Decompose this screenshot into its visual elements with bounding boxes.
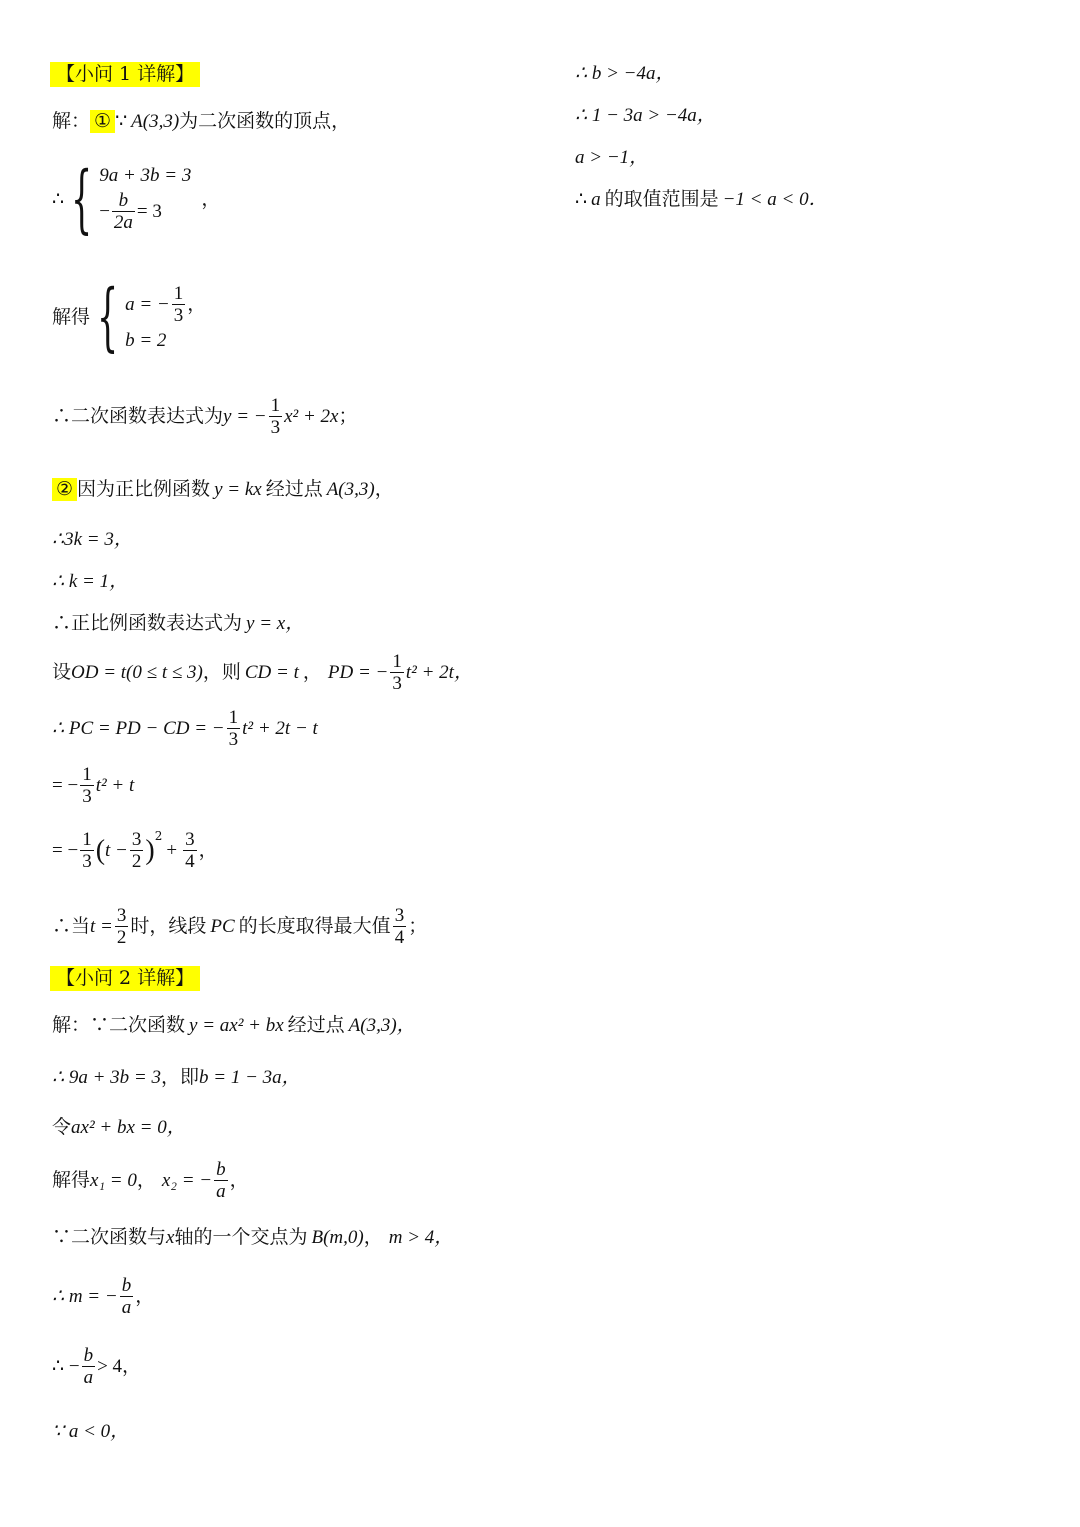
prop-expression: y = x，: [246, 613, 305, 634]
line-q2-ineq: [52, 1346, 141, 1387]
right-line-1: ∴ b > −4a，: [575, 63, 675, 84]
set-pd: PD = −: [327, 662, 389, 683]
q2-function: y = ax² + bx: [189, 1015, 284, 1036]
pc3-plus: +: [166, 840, 178, 861]
fraction-denominator: 2a: [113, 212, 133, 233]
fraction-denominator: a: [216, 1181, 226, 1202]
q2-ineq-rest: > 4，: [97, 1356, 142, 1377]
max-prefix: ∴当: [52, 915, 91, 937]
fraction-denominator: a: [83, 1367, 94, 1388]
solve-label: 解得: [52, 305, 91, 328]
fraction-numerator: 3: [116, 905, 127, 926]
q2-text: 解：∵二次函数: [52, 1014, 186, 1036]
fraction-numerator: b: [216, 1159, 226, 1180]
quad-expression-rest: x² + 2x: [284, 406, 339, 427]
fraction-denominator: 2: [131, 851, 142, 872]
prop-expression-text: ∴正比例函数表达式为: [52, 612, 243, 634]
heading-part-1: [50, 62, 200, 87]
vertex-text: 为二次函数的顶点，: [179, 110, 351, 132]
right-line-4-range: −1 < a < 0．: [722, 189, 828, 210]
system-1-minus: −: [99, 201, 110, 222]
left-brace-icon: {: [71, 156, 93, 242]
line-q2-ling: [52, 1118, 186, 1137]
right-line-4-a: a: [591, 189, 601, 210]
system-2-equation-2: b = 2: [125, 330, 167, 351]
q2-intersect-text: ∵二次函数与: [52, 1226, 167, 1248]
system-2: 解得 { a = − $\frac{1}{3}$ ， b = 2: [52, 274, 207, 360]
left-brace-icon: {: [96, 274, 119, 360]
fraction-numerator: 1: [228, 707, 239, 728]
pc3-prefix: = −: [52, 840, 79, 861]
proportional-text-2: 经过点: [265, 478, 323, 500]
proportional-point: A(3,3): [326, 479, 375, 500]
line-vertex: 解： ① ∵ A(3,3) 为二次函数的顶点，: [52, 110, 351, 132]
fraction-denominator: 3: [228, 729, 239, 750]
right-line-4-prefix: ∴: [575, 188, 588, 210]
line-set-od: 设 OD = t(0 ≤ t ≤ 3) ，则 CD = t ， PD = − $\frac{1}{3}$ t² + 2t，: [52, 651, 473, 694]
q2-equation: ∴ 9a + 3b = 3: [52, 1067, 161, 1088]
line-prop-expression: [52, 614, 304, 633]
right-line-4-text: 的取值范围是: [604, 188, 719, 210]
fraction-denominator: 4: [185, 851, 195, 872]
fraction-numerator: 1: [82, 829, 92, 850]
system-1: ∴ { 9a + 3b = 3 − $\frac{b}{2a}$ = 3 ，: [52, 156, 221, 242]
set-then: ，则: [202, 661, 241, 683]
fraction-denominator: 3: [270, 417, 281, 438]
line-quad-expression: [52, 396, 358, 437]
line-k: ∴ k = 1，: [52, 571, 129, 592]
q2-text-2: 经过点: [287, 1014, 345, 1036]
pc-line: ∴ PC = PD − CD = −: [52, 718, 225, 739]
system-1-equation-1: 9a + 3b = 3: [99, 165, 192, 186]
set-label: 设: [52, 661, 72, 683]
q2-equation-b: b = 1 − 3a，: [199, 1067, 301, 1088]
heading-1-label: 【小问 1 详解】: [50, 62, 200, 87]
system-2-lhs: a = −: [125, 294, 170, 315]
line-max: [52, 906, 427, 947]
fraction-numerator: b: [118, 190, 129, 211]
fraction-numerator: 1: [82, 764, 92, 785]
fraction-numerator: 3: [185, 829, 195, 850]
line-q2-intersect: ∵二次函数与 x 轴的一个交点为 B(m,0) ， m > 4，: [52, 1226, 454, 1248]
line-pc: [52, 708, 318, 749]
proportional-function: y = kx: [214, 479, 262, 500]
fraction-numerator: 1: [392, 651, 402, 672]
pc-rest: t² + 2t − t: [242, 718, 318, 739]
fraction-numerator: 1: [173, 283, 184, 304]
solution-label: 解：: [52, 110, 91, 132]
q2-intersect-x: x: [166, 1227, 175, 1248]
pc3-inner: t −: [105, 840, 128, 861]
fraction-numerator: 1: [270, 395, 281, 416]
line-q2-eq1: [52, 1068, 301, 1087]
proportional-text: 因为正比例函数: [77, 478, 211, 500]
max-text-2: 的长度取得最大值: [238, 915, 391, 937]
fraction-denominator: 4: [394, 927, 405, 948]
q2-m: ∴ m = −: [52, 1286, 118, 1307]
fraction-denominator: 3: [82, 786, 92, 807]
fraction-denominator: a: [121, 1297, 132, 1318]
max-pc: PC: [210, 916, 235, 937]
q2-let-label: 令: [52, 1116, 72, 1138]
fraction-numerator: 3: [131, 829, 142, 850]
line-q2-sol: 解得 x₁ = 0 ， x₂ = − $\frac{b}{a}$ ，: [52, 1159, 249, 1202]
q2-ineq-prefix: ∴ −: [52, 1356, 80, 1377]
vertex-point: A(3,3): [131, 111, 180, 132]
quad-expression-y: y = −: [223, 406, 267, 427]
fraction-numerator: b: [121, 1275, 132, 1296]
heading-part-2: [50, 966, 200, 991]
fraction-numerator: 3: [394, 905, 405, 926]
right-line-2: ∴ 1 − 3a > −4a，: [575, 105, 716, 126]
line-q2-m: ∴ m = − $\frac{b}{a}$ ，: [52, 1275, 155, 1318]
fraction-numerator: b: [83, 1345, 94, 1366]
line-3k: ∴3k = 3，: [52, 529, 133, 550]
fraction-denominator: 2: [116, 927, 127, 948]
circle-one-marker: ①: [90, 110, 115, 133]
pc2-rest: t² + t: [95, 775, 135, 796]
quad-expression-prefix: ∴二次函数表达式为: [52, 405, 224, 427]
q2-let-equation: ax² + bx = 0，: [71, 1117, 186, 1138]
set-od: OD = t(0 ≤ t ≤ 3): [71, 662, 203, 683]
right-line-3: a > −1，: [575, 147, 649, 168]
semicolon: ；: [408, 915, 428, 937]
circle-two-marker: ②: [52, 478, 77, 501]
set-cd: CD = t: [244, 662, 299, 683]
line-pc-2: [52, 765, 134, 806]
line-q2-func: [52, 1016, 416, 1035]
q2-x1: x₁ = 0: [90, 1170, 137, 1191]
semicolon: ；: [338, 405, 358, 427]
line-proportional: ② 因为正比例函数 y = kx 经过点 A(3,3) ，: [52, 478, 394, 501]
fraction-denominator: 3: [82, 851, 92, 872]
pc2-prefix: = −: [52, 775, 79, 796]
max-t: t =: [90, 916, 113, 937]
line-pc-3: = − $\frac{1}{3}$ ( t − $\frac{3}{2}$ ) $^2$ + $\frac{3}{4}$ ，: [52, 829, 218, 872]
q2-intersect-m: m > 4，: [388, 1227, 454, 1248]
q2-solve-label: 解得: [52, 1169, 91, 1191]
q2-x2: x₂ = −: [161, 1170, 213, 1191]
fraction-denominator: 3: [392, 673, 402, 694]
system-1-rhs: = 3: [136, 201, 162, 222]
q2-point: A(3,3)，: [348, 1015, 416, 1036]
max-text: 时，线段: [130, 915, 207, 937]
q2-intersect-point: B(m,0): [311, 1227, 364, 1248]
right-line-4: [575, 190, 828, 209]
q2-equation-text: ，即: [160, 1066, 199, 1088]
set-pd-rest: t² + 2t，: [405, 662, 473, 683]
heading-2-label: 【小问 2 详解】: [50, 966, 200, 991]
q2-intersect-text-2: 轴的一个交点为: [174, 1226, 308, 1248]
line-q2-a: ∵ a < 0，: [52, 1421, 130, 1442]
fraction-denominator: 3: [173, 305, 184, 326]
